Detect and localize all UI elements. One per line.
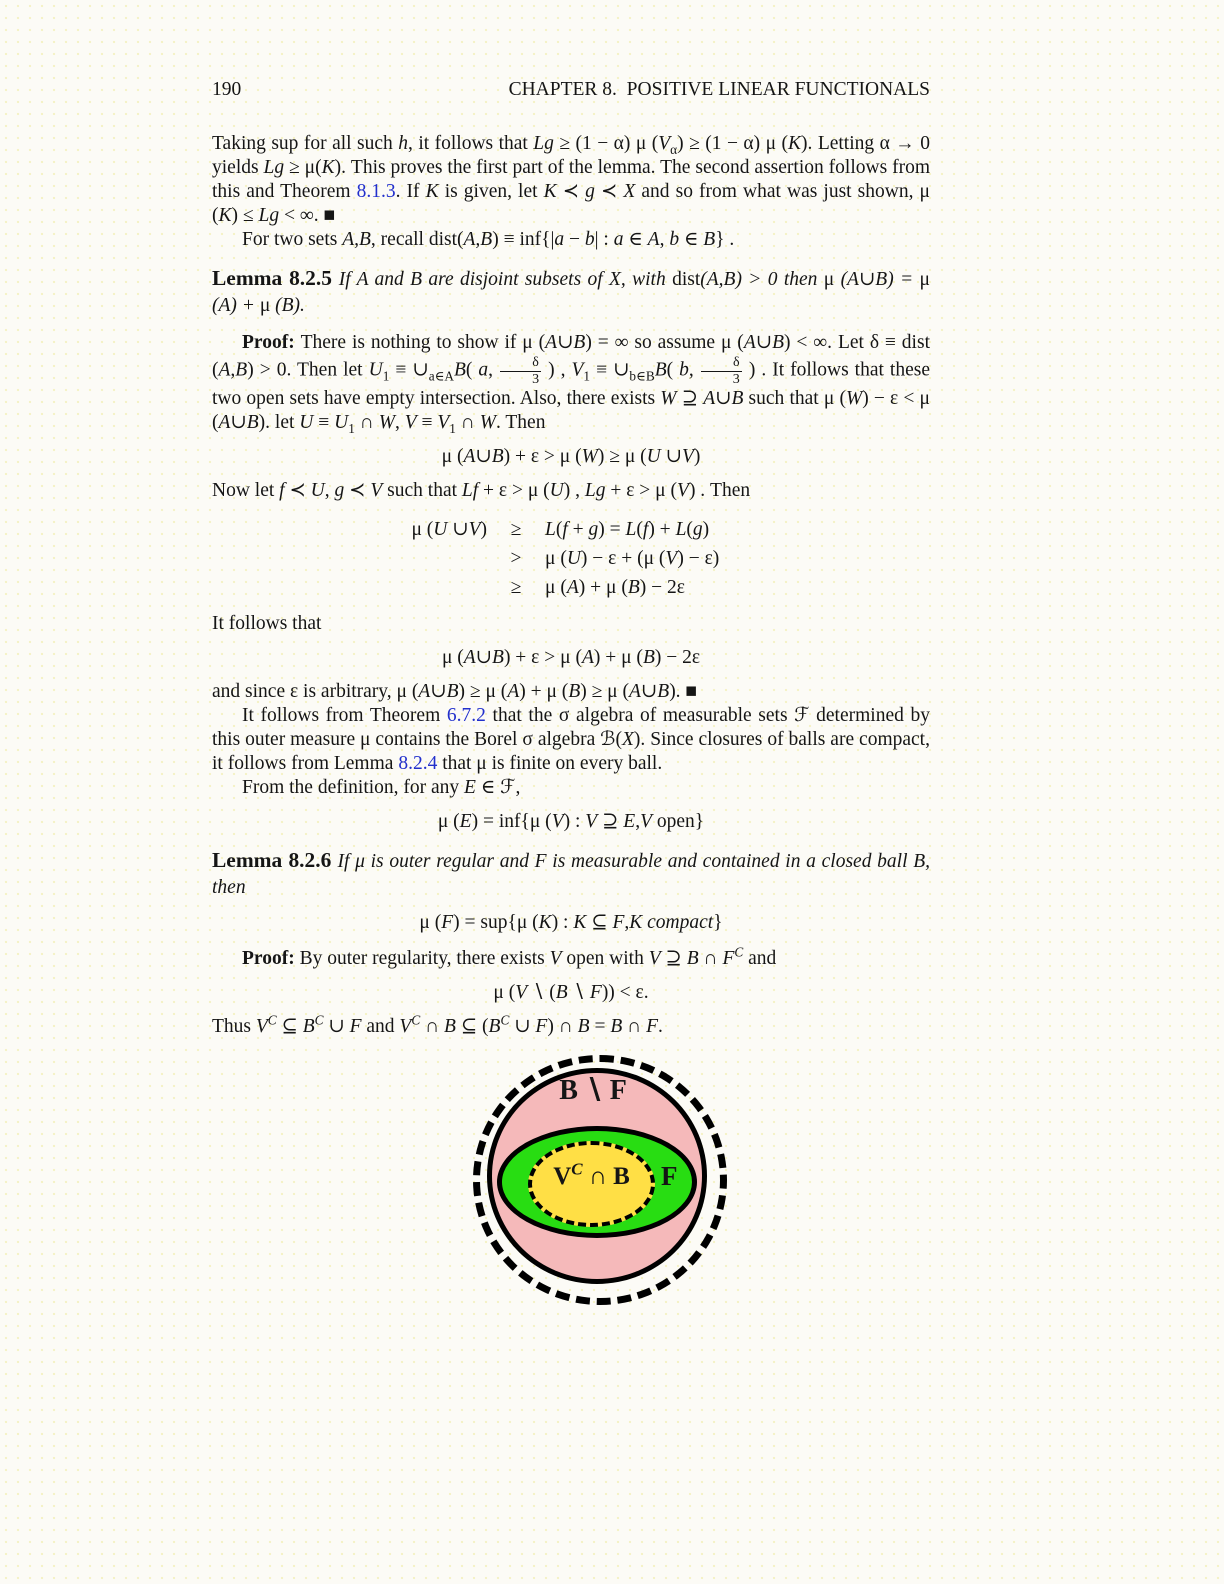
equation-inner-regularity: μ (F) = sup{μ (K) : K ⊆ F,K compact} — [419, 912, 723, 934]
align-relation: ≥ — [510, 577, 522, 599]
aligned-row — [212, 573, 930, 602]
cross-reference-link[interactable]: 8.2.4 — [398, 753, 438, 775]
paragraph-now-let: Now let f ≺ U, g ≺ V such that Lf + ε > μ (U) , Lg + ε > μ (V) . Then — [212, 480, 751, 502]
proof-8-2-6: Proof: By outer regularity, there exists V open with V ⊇ B ∩ $F^C$ and — [242, 944, 777, 970]
paragraph-from-definition: From the definition, for any E ∈ ℱ, — [242, 777, 521, 799]
paragraph-it-follows-that: It follows that — [212, 613, 322, 635]
page-content — [212, 78, 930, 1305]
venn-label-B-minus-F: B ∖ F — [559, 1075, 627, 1107]
lemma-8-2-5: Lemma 8.2.5 If A and B are disjoint subsets of X, with dist(A,B) > 0 then μ (A∪B) = μ (A) + μ (B). — [212, 266, 931, 316]
aligned-row — [212, 515, 930, 544]
venn-diagram — [473, 1055, 727, 1305]
equation-mu-AUB-epsilon: μ (A∪B) + ε > μ (A) + μ (B) − 2ε — [441, 647, 701, 669]
align-lhs: μ (U ∪V) — [411, 519, 487, 541]
equation-mu-V-setminus: μ (V ∖ (B ∖ F)) < ε. — [493, 982, 649, 1004]
align-lhs-spacer — [212, 544, 487, 573]
align-relation: ≥ — [510, 519, 522, 541]
paragraph-dist-definition: For two sets A,B, recall dist(A,B) ≡ inf{|a − b| : a ∈ A, b ∈ B} . — [242, 229, 735, 250]
venn-label-F: F — [661, 1161, 678, 1192]
page-header — [212, 78, 930, 102]
proof-8-2-5: Proof: There is nothing to show if μ (A∪B) = ∞ so assume μ (A∪B) < ∞. Let δ ≡ dist (A,B) > 0. Then let $U_1$ ≡ $\cup_{a\in A}B$( a, $\frac{\delta}{3}$ ) , $V_1$ ≡ $\cup_{b\in B}B$( b, $\frac{\delta}{3}$ ) . It follows that these two open sets have empty intersection. Also, there exists W ⊇ A∪B such that μ (W) − ε < μ (A∪B). let $U \equiv U_1$ ∩ W, $V \equiv V_1$ ∩ W. Then — [212, 332, 931, 437]
aligned-row — [212, 544, 930, 573]
lemma-8-2-6: Lemma 8.2.6 If μ is outer regular and F is measurable and contained in a closed ball B, then — [212, 848, 930, 899]
paragraph-thus-vc: Thus $V^C$ ⊆ $B^C$ ∪ F and $V^C$ ∩ B ⊆ ($B^C$ ∪ F) ∩ B = B ∩ F. — [212, 1012, 663, 1038]
aligned-equations — [212, 515, 930, 602]
cross-reference-link[interactable]: 6.7.2 — [446, 705, 486, 727]
page-number: 190 — [212, 79, 242, 100]
cross-reference-link[interactable]: 8.1.3 — [356, 181, 396, 202]
paragraph-sigma-algebra: It follows from Theorem 6.7.2 that the σ algebra of measurable sets ℱ determined by this outer measure μ contains the Borel σ algebra ℬ(X). Since closures of balls are compact, it follows from Lemma 8.2.4 that μ is finite on every ball. — [212, 705, 930, 775]
align-relation: > — [510, 548, 522, 570]
venn-label-Vc-cap-B: $V^C$ ∩ B — [553, 1160, 630, 1191]
align-rhs: μ (U) − ε + (μ (V) − ε) — [545, 548, 720, 570]
align-rhs: L(f + g) = L(f) + L(g) — [545, 519, 710, 541]
align-lhs-spacer — [212, 573, 487, 602]
align-rhs: μ (A) + μ (B) − 2ε — [545, 577, 685, 599]
equation-mu-AUB-W-UV: μ (A∪B) + ε > μ (W) ≥ μ (U ∪V) — [441, 446, 701, 468]
chapter-header: CHAPTER 8. POSITIVE LINEAR FUNCTIONALS — [508, 79, 930, 100]
equation-outer-regularity: μ (E) = inf{μ (V) : V ⊇ E,V open} — [437, 811, 705, 833]
paragraph-epsilon-arbitrary: and since ε is arbitrary, μ (A∪B) ≥ μ (A) + μ (B) ≥ μ (A∪B). ■ — [212, 681, 698, 703]
paragraph-taking-sup: Taking sup for all such h, it follows that Lg ≥ (1 − α) μ $(V_\alpha) \ge (1 - \alpha)$ μ (K). Letting α → 0 yields Lg ≥ μ(K). This proves the first part of the lemma. The second assertion follows from this and Theorem 8.1.3. If K is given, let K ≺ g ≺ X and so from what was just shown, μ (K) ≤ Lg < ∞. ■ — [212, 133, 930, 226]
